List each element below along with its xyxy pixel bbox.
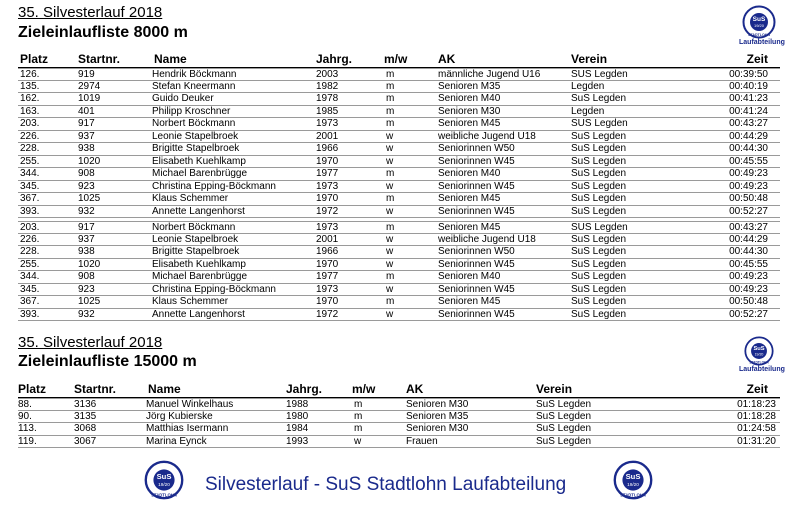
cell-ak: Seniorinnen W50 bbox=[438, 143, 515, 154]
cell-verein: SuS Legden bbox=[571, 143, 627, 154]
cell-platz: 393. bbox=[20, 308, 40, 320]
cell-ak: weibliche Jugend U18 bbox=[438, 130, 536, 142]
event-title-8000: 35. Silvesterlauf 2018 bbox=[18, 4, 163, 21]
cell-startnr: 932 bbox=[78, 205, 95, 217]
table-row bbox=[18, 246, 780, 259]
logo-year-text: 19/20 bbox=[753, 23, 765, 28]
cell-mw: m bbox=[354, 399, 363, 410]
table-row bbox=[18, 81, 780, 94]
cell-zeit: 00:44:29 bbox=[729, 130, 768, 142]
logo-sus-text: SuS bbox=[156, 471, 172, 481]
cell-mw: m bbox=[386, 93, 395, 104]
cell-name: Elisabeth Kuehlkamp bbox=[152, 258, 246, 270]
cell-ak: männliche Jugend U16 bbox=[438, 69, 541, 80]
cell-ak: weibliche Jugend U18 bbox=[438, 233, 536, 245]
cell-ak: Seniorinnen W45 bbox=[438, 205, 515, 217]
cell-mw: w bbox=[386, 308, 394, 320]
col-verein: Verein bbox=[571, 52, 608, 66]
table-row bbox=[18, 143, 780, 156]
cell-verein: SuS Legden bbox=[571, 168, 627, 179]
cell-platz: 344. bbox=[20, 168, 40, 179]
cell-jahrg: 1973 bbox=[316, 283, 339, 295]
cell-platz: 345. bbox=[20, 180, 40, 192]
cell-verein: SuS Legden bbox=[571, 130, 627, 142]
cell-mw: m bbox=[386, 193, 395, 204]
banner-logo-right bbox=[613, 460, 653, 500]
cell-verein: SuS Legden bbox=[571, 246, 627, 257]
cell-platz: 88. bbox=[18, 399, 32, 410]
cell-mw: m bbox=[386, 80, 395, 92]
cell-platz: 162. bbox=[20, 93, 40, 104]
table-row bbox=[18, 156, 780, 169]
table-row bbox=[18, 106, 780, 119]
cell-mw: w bbox=[386, 180, 394, 192]
cell-mw: m bbox=[354, 410, 363, 422]
cell-jahrg: 1973 bbox=[316, 180, 339, 192]
cell-name: Manuel Winkelhaus bbox=[146, 399, 234, 410]
cell-jahrg: 1985 bbox=[316, 105, 339, 117]
cell-platz: 135. bbox=[20, 80, 40, 92]
table-row bbox=[18, 271, 780, 284]
cell-platz: 228. bbox=[20, 246, 40, 257]
cell-platz: 345. bbox=[20, 283, 40, 295]
cell-ak: Seniorinnen W45 bbox=[438, 308, 515, 320]
cell-name: Elisabeth Kuehlkamp bbox=[152, 155, 246, 167]
cell-verein: Legden bbox=[571, 105, 605, 117]
cell-verein: SUS Legden bbox=[571, 118, 628, 129]
cell-ak: Senioren M35 bbox=[406, 410, 469, 422]
logo-sus-text: SuS bbox=[753, 346, 765, 353]
col-jahrg: Jahrg. bbox=[316, 52, 353, 66]
cell-zeit: 00:50:48 bbox=[729, 193, 768, 204]
cell-ak: Senioren M45 bbox=[438, 296, 501, 307]
cell-name: Philipp Kroschner bbox=[152, 105, 231, 117]
table-row bbox=[18, 411, 780, 424]
table-row bbox=[18, 423, 780, 436]
cell-zeit: 00:52:27 bbox=[729, 205, 768, 217]
cell-startnr: 938 bbox=[78, 246, 95, 257]
cell-verein: SuS Legden bbox=[536, 423, 592, 434]
cell-mw: m bbox=[386, 222, 395, 233]
cell-platz: 228. bbox=[20, 143, 40, 154]
cell-mw: m bbox=[386, 168, 395, 179]
cell-jahrg: 1982 bbox=[316, 80, 339, 92]
cell-startnr: 917 bbox=[78, 222, 95, 233]
cell-ak: Seniorinnen W50 bbox=[438, 246, 515, 257]
cell-startnr: 3136 bbox=[74, 399, 97, 410]
cell-startnr: 919 bbox=[78, 69, 95, 80]
cell-zeit: 00:43:27 bbox=[729, 118, 768, 129]
cell-verein: SuS Legden bbox=[571, 93, 627, 104]
cell-zeit: 00:40:19 bbox=[729, 80, 768, 92]
club-logo-top bbox=[742, 5, 776, 39]
cell-ak: Senioren M30 bbox=[406, 423, 469, 434]
cell-zeit: 00:49:23 bbox=[729, 168, 768, 179]
cell-startnr: 908 bbox=[78, 271, 95, 282]
banner-title: Silvesterlauf - SuS Stadtlohn Laufabteilung bbox=[205, 474, 567, 495]
cell-platz: 367. bbox=[20, 193, 40, 204]
cell-mw: m bbox=[354, 423, 363, 434]
cell-zeit: 00:49:23 bbox=[729, 271, 768, 282]
cell-mw: w bbox=[386, 283, 394, 295]
cell-verein: SuS Legden bbox=[536, 399, 592, 410]
table-row bbox=[18, 284, 780, 297]
table-row bbox=[18, 68, 780, 81]
cell-zeit: 00:39:50 bbox=[729, 69, 768, 80]
cell-startnr: 908 bbox=[78, 168, 95, 179]
logo-ring-text: STADTLOHN bbox=[749, 360, 769, 365]
cell-platz: 163. bbox=[20, 105, 40, 117]
cell-verein: Legden bbox=[571, 80, 605, 92]
cell-verein: SuS Legden bbox=[571, 308, 627, 320]
cell-startnr: 401 bbox=[78, 105, 95, 117]
col-mw: m/w bbox=[384, 52, 408, 66]
cell-platz: 226. bbox=[20, 130, 40, 142]
cell-mw: m bbox=[386, 296, 395, 307]
cell-mw: w bbox=[386, 155, 394, 167]
cell-jahrg: 1972 bbox=[316, 205, 339, 217]
cell-ak: Seniorinnen W45 bbox=[438, 258, 515, 270]
cell-zeit: 00:49:23 bbox=[729, 283, 768, 295]
col-mw: m/w bbox=[352, 382, 376, 396]
table-row bbox=[18, 309, 780, 322]
cell-startnr: 917 bbox=[78, 118, 95, 129]
cell-name: Annette Langenhorst bbox=[152, 205, 245, 217]
cell-platz: 203. bbox=[20, 222, 40, 233]
cell-mw: m bbox=[386, 105, 395, 117]
logo-sus-text: SuS bbox=[752, 16, 766, 23]
cell-startnr: 1025 bbox=[78, 296, 101, 307]
list-title-15000: Zieleinlaufliste 15000 m bbox=[18, 353, 197, 370]
cell-name: Marina Eynck bbox=[146, 435, 207, 447]
table-row bbox=[18, 168, 780, 181]
table-row bbox=[18, 206, 780, 219]
cell-verein: SuS Legden bbox=[536, 435, 592, 447]
cell-name: Klaus Schemmer bbox=[152, 193, 229, 204]
cell-ak: Senioren M45 bbox=[438, 118, 501, 129]
cell-mw: m bbox=[386, 69, 395, 80]
cell-verein: SuS Legden bbox=[536, 410, 592, 422]
cell-ak: Seniorinnen W45 bbox=[438, 155, 515, 167]
cell-zeit: 01:18:23 bbox=[737, 399, 776, 410]
cell-jahrg: 2001 bbox=[316, 233, 339, 245]
cell-zeit: 00:52:27 bbox=[729, 308, 768, 320]
cell-ak: Seniorinnen W45 bbox=[438, 283, 515, 295]
cell-mw: w bbox=[386, 205, 394, 217]
cell-ak: Senioren M40 bbox=[438, 93, 501, 104]
cell-platz: 90. bbox=[18, 410, 32, 422]
cell-verein: SUS Legden bbox=[571, 69, 628, 80]
col-verein: Verein bbox=[536, 382, 573, 396]
cell-startnr: 1020 bbox=[78, 258, 101, 270]
cell-mw: w bbox=[386, 258, 394, 270]
table-row bbox=[18, 234, 780, 247]
cell-verein: SuS Legden bbox=[571, 271, 627, 282]
cell-jahrg: 1984 bbox=[286, 423, 309, 434]
cell-name: Guido Deuker bbox=[152, 93, 214, 104]
col-zeit: Zeit bbox=[746, 52, 768, 66]
cell-name: Leonie Stapelbroek bbox=[152, 130, 239, 142]
cell-name: Hendrik Böckmann bbox=[152, 69, 237, 80]
cell-zeit: 00:44:29 bbox=[729, 233, 768, 245]
cell-verein: SuS Legden bbox=[571, 283, 627, 295]
cell-mw: m bbox=[386, 118, 395, 129]
cell-ak: Senioren M40 bbox=[438, 271, 501, 282]
cell-startnr: 932 bbox=[78, 308, 95, 320]
cell-platz: 113. bbox=[18, 423, 37, 434]
cell-platz: 226. bbox=[20, 233, 40, 245]
logo-caption-mid: Laufabteilung bbox=[739, 366, 785, 373]
col-jahrg: Jahrg. bbox=[286, 382, 323, 396]
cell-startnr: 1020 bbox=[78, 155, 101, 167]
table-row bbox=[18, 296, 780, 309]
logo-caption-top: Laufabteilung bbox=[739, 39, 785, 46]
cell-name: Leonie Stapelbroek bbox=[152, 233, 239, 245]
cell-name: Brigitte Stapelbroek bbox=[152, 143, 240, 154]
cell-platz: 255. bbox=[20, 155, 40, 167]
cell-jahrg: 1993 bbox=[286, 435, 309, 447]
banner-logo-left bbox=[144, 460, 184, 500]
cell-mw: m bbox=[386, 271, 395, 282]
cell-jahrg: 1970 bbox=[316, 296, 339, 307]
cell-startnr: 923 bbox=[78, 180, 95, 192]
cell-jahrg: 1977 bbox=[316, 271, 339, 282]
cell-ak: Senioren M45 bbox=[438, 222, 501, 233]
logo-ring-text: STADTLOHN bbox=[748, 33, 770, 37]
cell-zeit: 00:41:23 bbox=[729, 93, 768, 104]
cell-name: Klaus Schemmer bbox=[152, 296, 229, 307]
results-table-8000 bbox=[18, 68, 780, 218]
cell-ak: Senioren M35 bbox=[438, 80, 501, 92]
col-zeit: Zeit bbox=[746, 382, 768, 396]
cell-ak: Senioren M30 bbox=[438, 105, 501, 117]
cell-jahrg: 1970 bbox=[316, 258, 339, 270]
cell-zeit: 00:45:55 bbox=[729, 258, 768, 270]
cell-jahrg: 1970 bbox=[316, 193, 339, 204]
table-row bbox=[18, 398, 780, 411]
table-row bbox=[18, 131, 780, 144]
cell-startnr: 3067 bbox=[74, 435, 97, 447]
table-header-15000 bbox=[18, 382, 780, 397]
results-table-15000 bbox=[18, 398, 780, 448]
cell-zeit: 00:44:30 bbox=[729, 246, 768, 257]
cell-zeit: 00:50:48 bbox=[729, 296, 768, 307]
cell-jahrg: 2001 bbox=[316, 130, 339, 142]
cell-name: Jörg Kubierske bbox=[146, 410, 213, 422]
cell-verein: SuS Legden bbox=[571, 233, 627, 245]
table-header-8000 bbox=[18, 52, 780, 67]
cell-zeit: 00:43:27 bbox=[729, 222, 768, 233]
cell-jahrg: 1978 bbox=[316, 93, 339, 104]
table-row bbox=[18, 436, 780, 449]
logo-ring-text: STADTLOHN bbox=[620, 492, 646, 498]
cell-verein: SuS Legden bbox=[571, 205, 627, 217]
cell-jahrg: 1973 bbox=[316, 118, 339, 129]
logo-year-text: 19/20 bbox=[158, 481, 170, 487]
cell-verein: SuS Legden bbox=[571, 180, 627, 192]
cell-zeit: 01:24:58 bbox=[737, 423, 776, 434]
cell-startnr: 2974 bbox=[78, 80, 101, 92]
cell-verein: SUS Legden bbox=[571, 222, 628, 233]
col-platz: Platz bbox=[20, 52, 49, 66]
club-logo-mid bbox=[744, 336, 774, 366]
results-table-8000-repeat bbox=[18, 221, 780, 321]
col-ak: AK bbox=[406, 382, 424, 396]
cell-jahrg: 1970 bbox=[316, 155, 339, 167]
cell-mw: w bbox=[354, 435, 362, 447]
cell-mw: w bbox=[386, 130, 394, 142]
table-row bbox=[18, 181, 780, 194]
cell-startnr: 1019 bbox=[78, 93, 101, 104]
cell-mw: w bbox=[386, 143, 394, 154]
cell-platz: 126. bbox=[20, 69, 40, 80]
col-ak: AK bbox=[438, 52, 456, 66]
col-platz: Platz bbox=[18, 382, 47, 396]
cell-name: Annette Langenhorst bbox=[152, 308, 245, 320]
cell-name: Norbert Böckmann bbox=[152, 118, 236, 129]
cell-ak: Senioren M40 bbox=[438, 168, 501, 179]
table-row bbox=[18, 193, 780, 206]
cell-zeit: 00:41:24 bbox=[729, 105, 768, 117]
cell-startnr: 937 bbox=[78, 130, 95, 142]
cell-startnr: 937 bbox=[78, 233, 95, 245]
cell-platz: 255. bbox=[20, 258, 40, 270]
cell-ak: Senioren M30 bbox=[406, 399, 469, 410]
cell-platz: 119. bbox=[18, 435, 37, 447]
cell-jahrg: 1972 bbox=[316, 308, 339, 320]
cell-name: Christina Epping-Böckmann bbox=[152, 180, 276, 192]
cell-zeit: 01:18:28 bbox=[737, 410, 776, 422]
event-title-15000: 35. Silvesterlauf 2018 bbox=[18, 334, 163, 351]
cell-platz: 393. bbox=[20, 205, 40, 217]
cell-zeit: 01:31:20 bbox=[737, 435, 776, 447]
col-name: Name bbox=[154, 52, 187, 66]
cell-name: Michael Barenbrügge bbox=[152, 271, 248, 282]
cell-startnr: 3068 bbox=[74, 423, 97, 434]
cell-ak: Frauen bbox=[406, 435, 438, 447]
logo-ring-text: STADTLOHN bbox=[151, 492, 177, 498]
cell-name: Stefan Kneermann bbox=[152, 80, 236, 92]
cell-startnr: 3135 bbox=[74, 410, 97, 422]
cell-platz: 367. bbox=[20, 296, 40, 307]
col-startnr: Startnr. bbox=[78, 52, 121, 66]
cell-verein: SuS Legden bbox=[571, 155, 627, 167]
list-title-8000: Zieleinlaufliste 8000 m bbox=[18, 24, 188, 41]
cell-verein: SuS Legden bbox=[571, 296, 627, 307]
cell-jahrg: 2003 bbox=[316, 69, 339, 80]
logo-year-text: 19/20 bbox=[754, 352, 764, 357]
cell-name: Michael Barenbrügge bbox=[152, 168, 248, 179]
logo-sus-text: SuS bbox=[625, 471, 641, 481]
cell-name: Christina Epping-Böckmann bbox=[152, 283, 276, 295]
cell-zeit: 00:44:30 bbox=[729, 143, 768, 154]
table-row bbox=[18, 259, 780, 272]
logo-year-text: 19/20 bbox=[627, 481, 639, 487]
cell-zeit: 00:45:55 bbox=[729, 155, 768, 167]
table-row bbox=[18, 93, 780, 106]
table-row bbox=[18, 118, 780, 131]
cell-verein: SuS Legden bbox=[571, 258, 627, 270]
cell-jahrg: 1977 bbox=[316, 168, 339, 179]
cell-jahrg: 1966 bbox=[316, 143, 339, 154]
cell-verein: SuS Legden bbox=[571, 193, 627, 204]
cell-jahrg: 1980 bbox=[286, 410, 309, 422]
cell-startnr: 923 bbox=[78, 283, 95, 295]
col-startnr: Startnr. bbox=[74, 382, 117, 396]
cell-mw: w bbox=[386, 233, 394, 245]
cell-zeit: 00:49:23 bbox=[729, 180, 768, 192]
cell-mw: w bbox=[386, 246, 394, 257]
cell-platz: 344. bbox=[20, 271, 40, 282]
cell-name: Brigitte Stapelbroek bbox=[152, 246, 240, 257]
cell-ak: Seniorinnen W45 bbox=[438, 180, 515, 192]
cell-name: Norbert Böckmann bbox=[152, 222, 236, 233]
table-row bbox=[18, 221, 780, 234]
cell-ak: Senioren M45 bbox=[438, 193, 501, 204]
col-name: Name bbox=[148, 382, 181, 396]
cell-jahrg: 1988 bbox=[286, 399, 309, 410]
cell-name: Matthias Isermann bbox=[146, 423, 229, 434]
cell-jahrg: 1973 bbox=[316, 222, 339, 233]
cell-jahrg: 1966 bbox=[316, 246, 339, 257]
cell-startnr: 938 bbox=[78, 143, 95, 154]
cell-platz: 203. bbox=[20, 118, 40, 129]
cell-startnr: 1025 bbox=[78, 193, 101, 204]
